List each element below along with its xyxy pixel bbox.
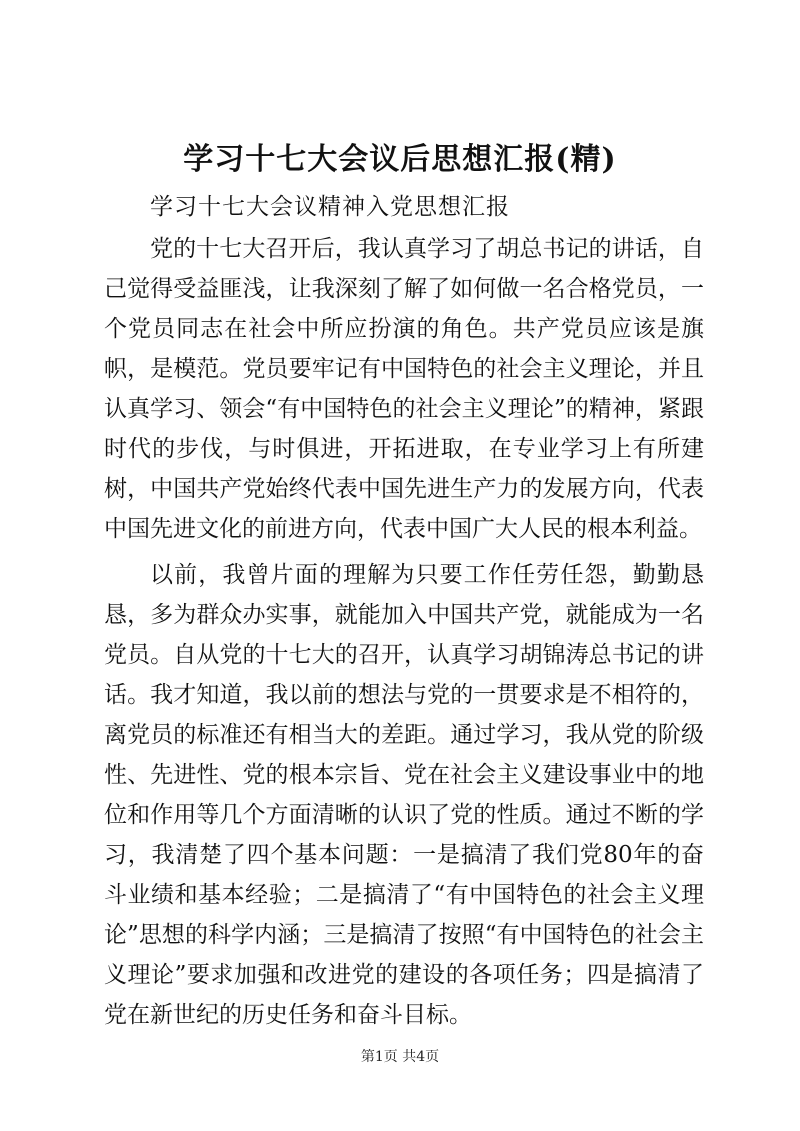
page-indicator: 第1页 共4页 xyxy=(360,1049,440,1065)
paragraph: 以前，我曾片面的理解为只要工作任劳任怨，勤勤恳恳，多为群众办实事，就能加入中国共产党，就能成为一名党员。自从党的十七大的召开，认真学习胡锦涛总书记的讲话。我才知道，我以前的想法与党的一贯要求是不相符的，离党员的标准还有相当大的差距。通过学习，我从党的阶级性、先进性、党的根本宗旨、党在社会主义建设事业中的地位和作用等几个方面清晰的认识了党的性质。通过不断的学习，我清楚了四个基本问题：一是搞清了我们党80年的奋斗业绩和基本经验；二是搞清了“有中国特色的社会主义理论”思想的科学内涵；三是搞清了按照“有中国特色的社会主义理论”要求加强和改进党的建设的各项任务；四是搞清了党在新世纪的历史任务和奋斗目标。 xyxy=(104,562,704,1028)
document-title: 学习十七大会议后思想汇报(精) xyxy=(183,142,617,177)
document-body xyxy=(104,229,704,1041)
document-subtitle: 学习十七大会议精神入党思想汇报 xyxy=(150,194,510,220)
paragraph: 党的十七大召开后，我认真学习了胡总书记的讲话，自己觉得受益匪浅，让我深刻了解了如何做一名合格党员，一个党员同志在社会中所应扮演的角色。共产党员应该是旗帜，是模范。党员要牢记有中国特色的社会主义理论，并且认真学习、领会“有中国特色的社会主义理论”的精神，紧跟时代的步伐，与时俱进，开拓进取，在专业学习上有所建树，中国共产党始终代表中国先进生产力的发展方向，代表中国先进文化的前进方向，代表中国广大人民的根本利益。 xyxy=(104,236,704,542)
